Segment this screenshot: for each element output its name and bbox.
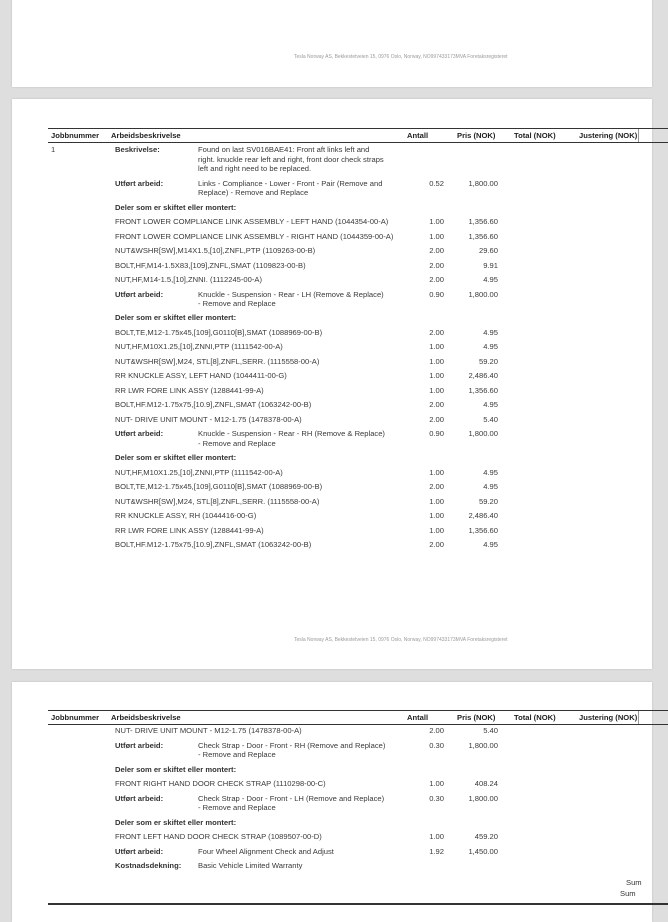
column-divider — [638, 129, 639, 142]
quantity-value: 2.00 — [429, 260, 444, 270]
part-row — [48, 327, 668, 342]
row-text: Links - Compliance - Lower - Front - Pair (Remove and Replace) - Remove and Replace — [198, 178, 383, 198]
part-description: BOLT,HF.M12-1.75x75,[10.9],ZNFL,SMAT (1063242-00-B) — [115, 400, 312, 410]
document-page — [12, 0, 652, 87]
price-value: 1,450.00 — [468, 846, 498, 856]
parts-heading-text: Deler som er skiftet eller montert: — [115, 313, 237, 323]
price-value: 1,800.00 — [468, 429, 498, 439]
col-header-description: Arbeidsbeskrivelse — [111, 131, 181, 140]
quantity-value: 1.00 — [429, 342, 444, 352]
col-header-price: Pris (NOK) — [457, 713, 496, 722]
part-row — [48, 245, 668, 260]
price-value: 1,356.60 — [468, 217, 498, 227]
part-row — [48, 399, 668, 414]
work-row — [48, 288, 668, 312]
part-description: NUT&WSHR[SW],M24, STL[8],ZNFL,SERR. (1115558-00-A) — [115, 356, 320, 366]
quantity-value: 0.52 — [429, 178, 444, 188]
part-description: RR LWR FORE LINK ASSY (1288441-99-A) — [115, 525, 264, 535]
parts-heading-text: Deler som er skiftet eller montert: — [115, 817, 237, 827]
price-value: 408.24 — [474, 779, 498, 789]
col-header-total: Total (NOK) — [514, 713, 556, 722]
part-row — [48, 216, 668, 231]
summary-label: Sum — [620, 889, 636, 898]
row-label: Utført arbeid: — [115, 429, 164, 439]
table-bottom-rule — [48, 903, 668, 905]
part-description: FRONT RIGHT HAND DOOR CHECK STRAP (1110298-00-C) — [115, 779, 326, 789]
price-value: 1,356.60 — [468, 385, 498, 395]
price-value: 459.20 — [474, 832, 498, 842]
part-description: BOLT,HF,M14-1.5X83,[109],ZNFL,SMAT (1109823-00-B) — [115, 260, 306, 270]
part-row — [48, 496, 668, 511]
row-label: Utført arbeid: — [115, 178, 164, 188]
part-description: RR KNUCKLE ASSY, RH (1044416-00-G) — [115, 511, 257, 521]
part-description: NUT&WSHR[SW],M14X1.5,[10],ZNFL,PTP (1109263-00-B) — [115, 246, 316, 256]
parts-heading-text: Deler som er skiftet eller montert: — [115, 453, 237, 463]
parts-section-heading — [48, 452, 668, 467]
quantity-value: 1.00 — [429, 217, 444, 227]
part-row — [48, 778, 668, 793]
part-row — [48, 481, 668, 496]
part-row — [48, 259, 668, 274]
part-description: BOLT,TE,M12-1.75x45,[109],G0110[B],SMAT (1088969-00-B) — [115, 327, 323, 337]
price-value: 1,800.00 — [468, 178, 498, 188]
part-description: NUT&WSHR[SW],M24, STL[8],ZNFL,SERR. (1115558-00-A) — [115, 496, 320, 506]
part-row — [48, 510, 668, 525]
line-items — [48, 144, 668, 554]
work-row — [48, 428, 668, 452]
price-value: 29.60 — [478, 246, 498, 256]
price-value: 1,800.00 — [468, 793, 498, 803]
quantity-value: 2.00 — [429, 275, 444, 285]
col-header-job: Jobbnummer — [51, 131, 100, 140]
price-value: 4.95 — [483, 400, 498, 410]
price-value: 4.95 — [483, 482, 498, 492]
col-header-price: Pris (NOK) — [457, 131, 496, 140]
price-value: 4.95 — [483, 327, 498, 337]
part-description: BOLT,HF.M12-1.75x75,[10.9],ZNFL,SMAT (1063242-00-B) — [115, 540, 312, 550]
col-header-job: Jobbnummer — [51, 713, 100, 722]
row-text: Knuckle - Suspension - Rear - RH (Remove & Replace) - Remove and Replace — [198, 429, 385, 448]
part-row — [48, 467, 668, 482]
price-value: 9.91 — [483, 260, 498, 270]
part-row — [48, 725, 668, 740]
page-footer: Tesla Norway AS, Bekkestetveien 15, 0976 Oslo, Norway, NO997433173MVA Foretaksregisteret — [294, 54, 508, 60]
col-header-total: Total (NOK) — [514, 131, 556, 140]
parts-heading-text: Deler som er skiftet eller montert: — [115, 202, 237, 212]
row-label: Utført arbeid: — [115, 846, 164, 856]
price-value: 5.40 — [483, 726, 498, 736]
part-description: FRONT LOWER COMPLIANCE LINK ASSEMBLY - LEFT HAND (1044354-00-A) — [115, 217, 389, 227]
row-text: Found on last SV016BAE41: Front aft links left and right. knuckle rear left and right, front door check straps left and right need to be replaced. — [198, 145, 384, 174]
row-label: Utført arbeid: — [115, 289, 164, 299]
price-value: 1,356.60 — [468, 525, 498, 535]
parts-section-heading — [48, 312, 668, 327]
price-value: 59.20 — [478, 356, 498, 366]
quantity-value: 2.00 — [429, 482, 444, 492]
job-number: 1 — [51, 145, 56, 155]
work-row — [48, 144, 668, 177]
price-value: 5.40 — [483, 414, 498, 424]
part-description: NUT- DRIVE UNIT MOUNT - M12-1.75 (1478378-00-A) — [115, 726, 302, 736]
part-row — [48, 370, 668, 385]
quantity-value: 1.00 — [429, 779, 444, 789]
column-divider — [638, 711, 639, 724]
quantity-value: 2.00 — [429, 414, 444, 424]
quantity-value: 2.00 — [429, 540, 444, 550]
price-value: 1,800.00 — [468, 289, 498, 299]
part-row — [48, 525, 668, 540]
work-row — [48, 177, 668, 201]
quantity-value: 1.00 — [429, 371, 444, 381]
price-value: 59.20 — [478, 496, 498, 506]
part-description: NUT- DRIVE UNIT MOUNT - M12-1.75 (1478378-00-A) — [115, 414, 302, 424]
parts-heading-text: Deler som er skiftet eller montert: — [115, 764, 237, 774]
price-value: 2,486.40 — [468, 371, 498, 381]
quantity-value: 0.90 — [429, 429, 444, 439]
part-row — [48, 274, 668, 289]
part-description: RR KNUCKLE ASSY, LEFT HAND (1044411-00-G) — [115, 371, 287, 381]
price-value: 4.95 — [483, 275, 498, 285]
row-label: Beskrivelse: — [115, 145, 160, 155]
col-header-description: Arbeidsbeskrivelse — [111, 713, 181, 722]
quantity-value: 1.00 — [429, 832, 444, 842]
row-text: Knuckle - Suspension - Rear - LH (Remove & Replace) - Remove and Replace — [198, 289, 384, 308]
quantity-value: 2.00 — [429, 246, 444, 256]
quantity-value: 1.00 — [429, 496, 444, 506]
part-row — [48, 230, 668, 245]
part-row — [48, 414, 668, 429]
part-description: FRONT LEFT HAND DOOR CHECK STRAP (1089507-00-D) — [115, 832, 322, 842]
quantity-value: 1.00 — [429, 511, 444, 521]
quantity-value: 2.00 — [429, 726, 444, 736]
price-value: 2,486.40 — [468, 511, 498, 521]
parts-section-heading — [48, 763, 668, 778]
part-row — [48, 385, 668, 400]
col-header-adjustment: Justering (NOK) — [579, 713, 638, 722]
part-description: FRONT LOWER COMPLIANCE LINK ASSEMBLY - RIGHT HAND (1044359-00-A) — [115, 231, 394, 241]
price-value: 4.95 — [483, 467, 498, 477]
part-description: NUT,HF,M14-1.5,[10],ZNNI. (1112245-00-A) — [115, 275, 263, 285]
work-row — [48, 860, 668, 875]
part-row — [48, 356, 668, 371]
part-description: NUT,HF,M10X1.25,[10],ZNNI,PTP (1111542-00-A) — [115, 467, 283, 477]
col-header-quantity: Antall — [407, 131, 429, 140]
part-description: BOLT,TE,M12-1.75x45,[109],G0110[B],SMAT (1088969-00-B) — [115, 482, 323, 492]
row-text: Check Strap - Door - Front - LH (Remove and Replace) - Remove and Replace — [198, 793, 385, 813]
row-label: Kostnadsdekning: — [115, 861, 182, 871]
line-items — [48, 725, 668, 874]
col-header-quantity: Antall — [407, 713, 429, 722]
document-page — [12, 682, 652, 922]
part-row — [48, 341, 668, 356]
price-value: 1,356.60 — [468, 231, 498, 241]
table-header — [48, 128, 668, 143]
part-row — [48, 831, 668, 846]
parts-section-heading — [48, 816, 668, 831]
quantity-value: 2.00 — [429, 400, 444, 410]
quantity-value: 1.00 — [429, 467, 444, 477]
parts-section-heading — [48, 201, 668, 216]
quantity-value: 1.00 — [429, 231, 444, 241]
quantity-value: 1.00 — [429, 525, 444, 535]
row-text: Check Strap - Door - Front - RH (Remove and Replace) - Remove and Replace — [198, 740, 386, 760]
page-footer: Tesla Norway AS, Bekkestetveien 15, 0976 Oslo, Norway, NO997433173MVA Foretaksregisteret — [294, 637, 508, 643]
col-header-adjustment: Justering (NOK) — [579, 131, 638, 140]
part-description: RR LWR FORE LINK ASSY (1288441-99-A) — [115, 385, 264, 395]
table-header — [48, 710, 668, 725]
row-label: Utført arbeid: — [115, 793, 164, 803]
price-value: 4.95 — [483, 540, 498, 550]
quantity-value: 0.30 — [429, 793, 444, 803]
work-row — [48, 740, 668, 764]
price-value: 1,800.00 — [468, 740, 498, 750]
document-page — [12, 99, 652, 669]
price-value: 4.95 — [483, 342, 498, 352]
row-text: Four Wheel Alignment Check and Adjust — [198, 846, 334, 856]
summary-label: Sum — [626, 878, 642, 887]
row-text: Basic Vehicle Limited Warranty — [198, 861, 303, 871]
work-row — [48, 792, 668, 816]
quantity-value: 0.90 — [429, 289, 444, 299]
quantity-value: 1.92 — [429, 846, 444, 856]
quantity-value: 1.00 — [429, 385, 444, 395]
quantity-value: 0.30 — [429, 740, 444, 750]
quantity-value: 2.00 — [429, 327, 444, 337]
part-description: NUT,HF,M10X1.25,[10],ZNNI,PTP (1111542-00-A) — [115, 342, 283, 352]
part-row — [48, 539, 668, 554]
work-row — [48, 845, 668, 860]
quantity-value: 1.00 — [429, 356, 444, 366]
row-label: Utført arbeid: — [115, 740, 164, 750]
